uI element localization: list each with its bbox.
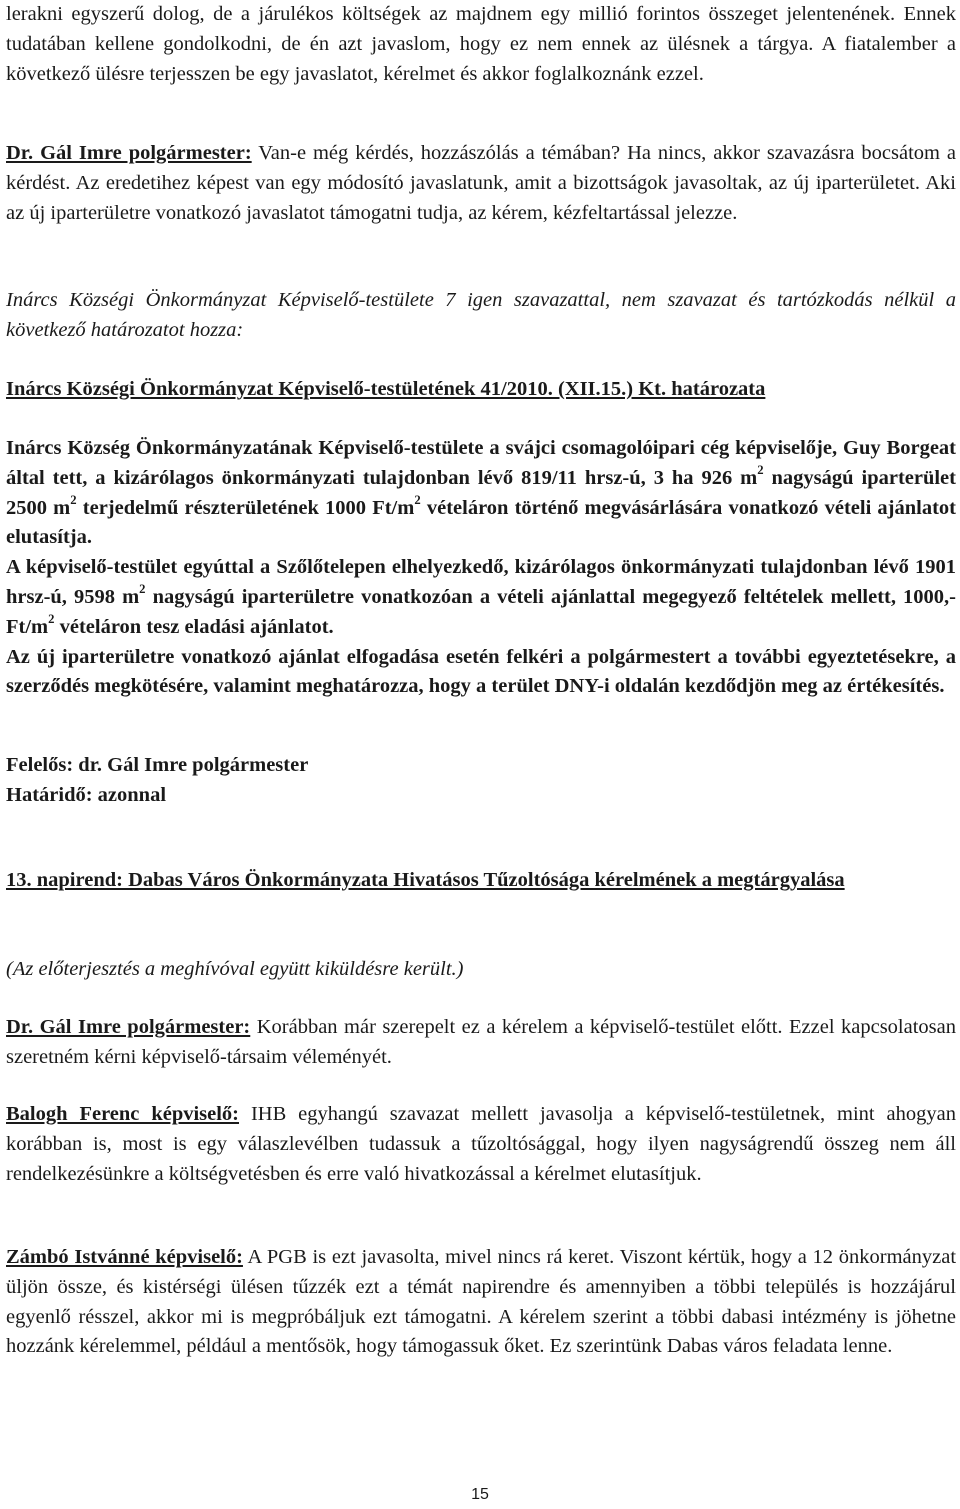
resolution-text: vételáron tesz eladási ajánlatot. <box>54 615 334 638</box>
responsible: Felelős: dr. Gál Imre polgármester <box>6 754 309 776</box>
paragraph-balogh <box>6 1100 956 1189</box>
speech-text: IHB egyhangú szavazat mellett javasolja a képviselő-testületnek, mint ahogyan korábban is, most is egy válaszlevélben tudassuk a tűzoltósággal, hogy ilyen nagyságrendű összeg nem áll rendelkezésünkre a költségvetésben és erre való hivatkozással a kérelmet elutasítjuk. <box>6 1103 956 1185</box>
vote-statement <box>6 286 956 346</box>
superscript: 2 <box>414 492 421 507</box>
resolution-paragraph-1 <box>6 434 956 553</box>
speaker-name: Dr. Gál Imre polgármester: <box>6 1016 251 1038</box>
paragraph-mayor <box>6 1013 956 1073</box>
resolution-text: terjedelmű részterületének 1000 Ft/m <box>76 496 415 519</box>
deadline: Határidő: azonnal <box>6 783 167 806</box>
resolution-text: nagyságú iparterület 2500 m <box>6 466 956 519</box>
resolution-body <box>6 434 956 702</box>
agenda-heading <box>6 866 956 896</box>
vote-text: Inárcs Községi Önkormányzat Képviselő-testülete 7 igen szavazattal, nem szavazat és tartózkodás nélkül a következő határozatot hozza: <box>6 289 956 341</box>
agenda-note <box>6 955 956 985</box>
resolution-title-text: Inárcs Községi Önkormányzat Képviselő-testületének 41/2010. (XII.15.) Kt. határozata <box>6 378 766 400</box>
speech-text: A PGB is ezt javasolta, mivel nincs rá keret. Viszont kértük, hogy a 12 önkormányzat üljön össze, és kistérségi ülésen tűzzék ezt a témát napirendre és amennyiben a többi település is hozzájárul egyenlő résszel, akkor mi is megpróbáljuk ezt támogatni. A kérelem szerint a többi dabasi intézmény is jöhetne hozzánk kérelemmel, például a mentősök, hogy támogassuk őket. Ez szerintünk Dabas város feladata lenne. <box>6 1246 957 1358</box>
intro-text: lerakni egyszerű dolog, de a járulékos költségek az majdnem egy millió forintos összeget jelentenének. Ennek tudatában kellene gondolkodni, de én azt javaslom, hogy ez nem ennek az ülésnek a tárgya. A fiatalember a következő ülésre terjesszen be egy javaslatot, kérelmet és akkor foglalkoznánk ezzel. <box>6 3 956 85</box>
agenda-heading-text: 13. napirend: Dabas Város Önkormányzata Hivatásos Tűzoltósága kérelmének a megtárgyalása <box>6 869 845 891</box>
resolution-paragraph-3: Az új iparterületre vonatkozó ajánlat elfogadása esetén felkéri a polgármestert a további egyeztetésekre, a szerződés megkötésére, valamint meghatározza, hogy a terület DNY-i oldalán kezdődjön meg az értékesítés. <box>6 645 956 698</box>
speaker-name: Dr. Gál Imre polgármester: <box>6 142 252 164</box>
superscript: 2 <box>70 492 77 507</box>
resolution-text: vételáron történő megvásárlására vonatkozó vételi ajánlatot elutasítja. <box>6 496 956 549</box>
page-number: 15 <box>471 1486 489 1503</box>
resolution-title <box>6 375 956 405</box>
paragraph-mayor-vote-call <box>6 139 956 228</box>
speaker-name: Balogh Ferenc képviselő: <box>6 1103 240 1125</box>
resolution-text: A képviselő-testület egyúttal a Szőlőtelepen elhelyezkedő, kizárólagos önkormányzati tulajdonban lévő 1901 hrsz-ú, 9598 m <box>6 556 956 608</box>
resolution-text: Inárcs Község Önkormányzatának Képviselő-testülete a svájci csomagolóipari cég képviselője, Guy Borgeat által tett, a kizárólagos önkormányzati tulajdonban lévő 819/11 hrsz-ú, 3 ha 926 m <box>6 437 956 489</box>
speech-text: Korábban már szerepelt ez a kérelem a képviselő-testület előtt. Ezzel kapcsolatosan szeretném kérni képviselő-társaim véleményét. <box>6 1016 956 1068</box>
superscript: 2 <box>139 582 146 597</box>
agenda-note-text: (Az előterjesztés a meghívóval együtt kiküldésre került.) <box>6 958 464 980</box>
paragraph-intro <box>6 0 956 89</box>
speaker-name: Zámbó Istvánné képviselő: <box>6 1246 243 1268</box>
superscript: 2 <box>48 612 55 627</box>
superscript: 2 <box>757 463 764 478</box>
speech-text: Van-e még kérdés, hozzászólás a témában? Ha nincs, akkor szavazásra bocsátom a kérdést. Az eredetihez képest van egy módosító javaslatunk, amit a bizottságok javasoltak, az új iparterületet. Aki az új iparterületre vonatkozó javaslatot támogatni tudja, az kérem, kézfeltartással jelezze. <box>6 142 957 224</box>
resolution-paragraph-2 <box>6 553 956 642</box>
resolution-text: nagyságú iparterületre vonatkozóan a vételi ajánlattal megegyező feltételek mellett, 1000,- Ft/m <box>6 585 957 638</box>
paragraph-zambo <box>6 1243 956 1362</box>
responsible-block <box>6 751 956 811</box>
